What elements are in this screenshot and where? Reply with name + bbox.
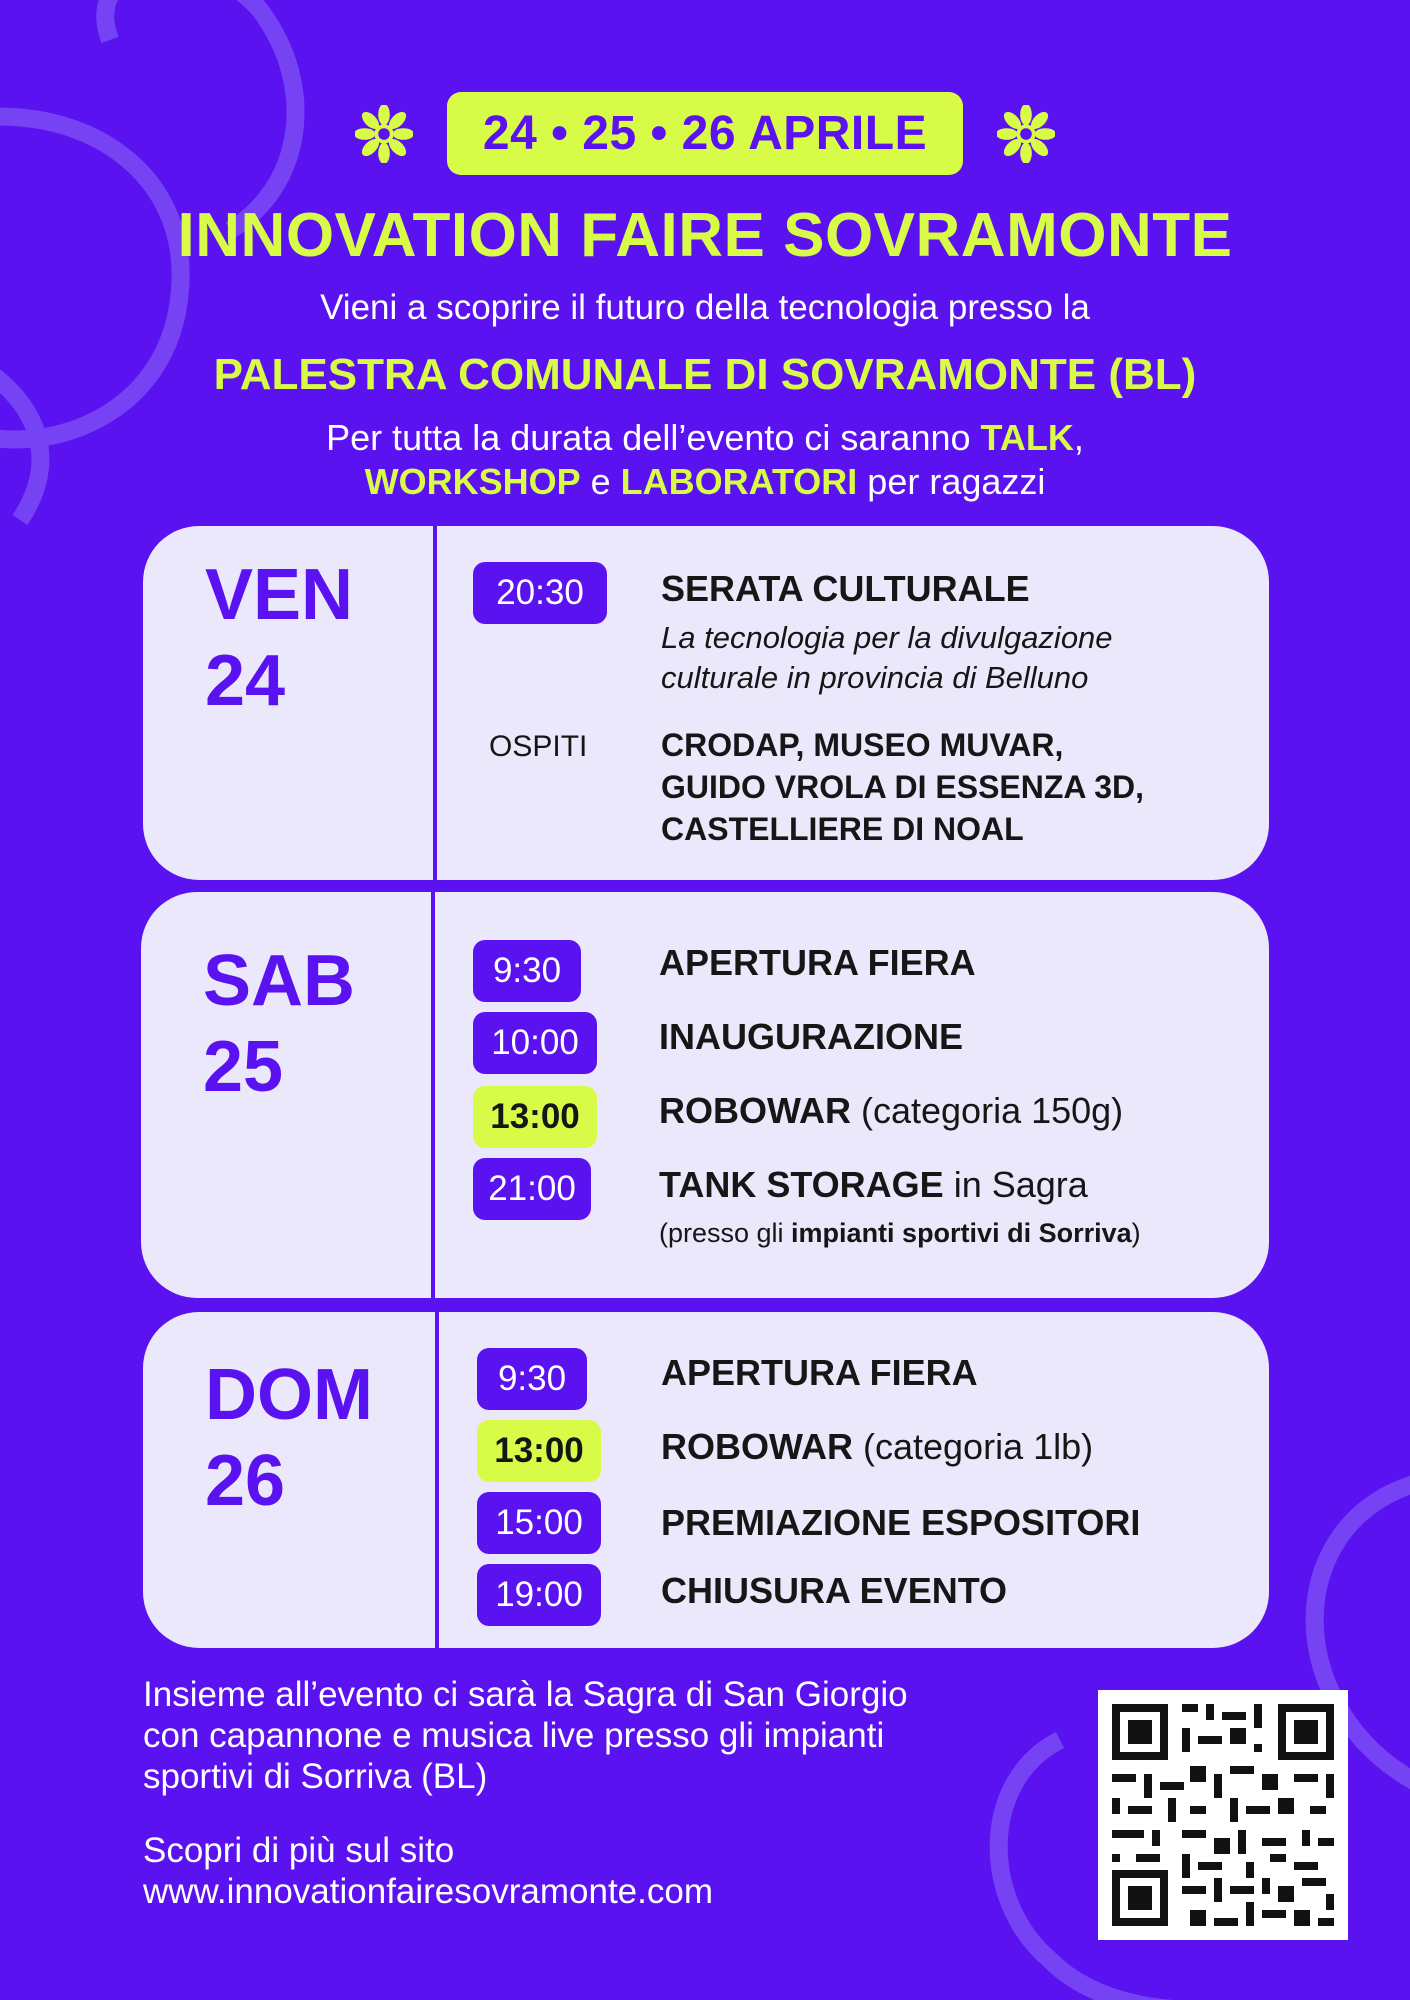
- event-name: CHIUSURA EVENTO: [661, 1570, 1008, 1611]
- date-badge: 24 • 25 • 26 APRILE: [447, 92, 963, 175]
- day-name: VEN: [205, 555, 354, 635]
- event-name: ROBOWAR: [659, 1090, 851, 1131]
- flower-icon: [355, 105, 413, 163]
- schedule-row: [477, 1492, 601, 1554]
- day-label: [203, 938, 355, 1110]
- day-label: [205, 552, 353, 724]
- event-note: [659, 1218, 1141, 1249]
- time-badge: 10:00: [473, 1012, 597, 1074]
- intro-prefix: Per tutta la durata dell’evento ci saranno: [326, 417, 981, 458]
- intro-suffix: per ragazzi: [857, 461, 1046, 502]
- schedule-row: [477, 1348, 587, 1410]
- schedule-row: [473, 1012, 597, 1074]
- time-badge: 20:30: [473, 562, 607, 624]
- day-number: 24: [205, 641, 286, 721]
- intro-comma: ,: [1073, 417, 1084, 458]
- event-description-line: culturale in provincia di Belluno: [661, 660, 1089, 695]
- event-name: APERTURA FIERA: [659, 942, 976, 983]
- event-name: APERTURA FIERA: [661, 1352, 978, 1393]
- event-description-line: La tecnologia per la divulgazione: [661, 620, 1113, 655]
- qr-code[interactable]: [1098, 1690, 1348, 1940]
- time-badge: 9:30: [473, 940, 581, 1002]
- event-title: [661, 1570, 1007, 1612]
- time-badge: 9:30: [477, 1348, 587, 1410]
- card-friday: [143, 526, 1269, 880]
- event-extra: (categoria 150g): [851, 1090, 1124, 1131]
- intro-e: e: [580, 461, 621, 502]
- guests-line: CRODAP, MUSEO MUVAR,: [661, 727, 1064, 763]
- qr-code-icon: [1098, 1690, 1348, 1940]
- time-badge: 15:00: [477, 1492, 601, 1554]
- page-title: INNOVATION FAIRE SOVRAMONTE: [177, 201, 1233, 270]
- site-label: Scopri di più sul sito: [143, 1831, 455, 1870]
- date-row: [0, 92, 1410, 175]
- card-divider: [431, 892, 435, 1298]
- event-extra: (categoria 1lb): [853, 1426, 1094, 1467]
- schedule-row: [473, 940, 581, 1002]
- intro-talk: TALK: [980, 417, 1074, 458]
- note-suffix: ): [1131, 1218, 1141, 1248]
- time-badge: 19:00: [477, 1564, 601, 1626]
- card-divider: [433, 526, 437, 880]
- card-divider: [435, 1312, 439, 1648]
- event-extra: in Sagra: [943, 1164, 1088, 1205]
- intro-workshop: WORKSHOP: [364, 461, 581, 502]
- time-badge-highlight: 13:00: [473, 1086, 597, 1148]
- day-label: [205, 1352, 373, 1524]
- day-number: 25: [203, 1027, 284, 1107]
- event-title: [661, 1502, 1140, 1544]
- guests-list: [661, 724, 1144, 850]
- footer-line: con capannone e musica live presso gli impianti: [143, 1716, 885, 1755]
- site-url[interactable]: www.innovationfairesovramonte.com: [143, 1872, 713, 1911]
- event-name: INAUGURAZIONE: [659, 1016, 963, 1057]
- guests-label: OSPITI: [489, 730, 588, 763]
- event-name: PREMIAZIONE ESPOSITORI: [661, 1502, 1141, 1543]
- event-name: TANK STORAGE: [659, 1164, 944, 1205]
- event-title: [659, 1090, 1123, 1132]
- event-name: ROBOWAR: [661, 1426, 853, 1467]
- schedule-row: [477, 1564, 601, 1626]
- guests-line: GUIDO VROLA DI ESSENZA 3D,: [661, 769, 1145, 805]
- footer-line: sportivi di Sorriva (BL): [143, 1757, 488, 1796]
- day-name: SAB: [203, 941, 356, 1021]
- event-title: [661, 1352, 978, 1394]
- event-title: SERATA CULTURALE: [661, 568, 1030, 609]
- subtitle: Vieni a scoprire il futuro della tecnologia presso la: [320, 288, 1090, 327]
- guests-line: CASTELLIERE DI NOAL: [661, 811, 1024, 847]
- event-title: [659, 1016, 963, 1058]
- schedule-row: [473, 1086, 597, 1148]
- schedule-row: [473, 1158, 591, 1220]
- time-badge-highlight: 13:00: [477, 1420, 601, 1482]
- intro-lab: LABORATORI: [620, 461, 858, 502]
- card-sunday: [143, 1312, 1269, 1648]
- flower-icon: [997, 105, 1055, 163]
- day-number: 26: [205, 1441, 286, 1521]
- footer-line: Insieme all’evento ci sarà la Sagra di San Giorgio: [143, 1675, 908, 1714]
- time-badge: 21:00: [473, 1158, 591, 1220]
- schedule-row: [473, 562, 607, 624]
- venue: PALESTRA COMUNALE DI SOVRAMONTE (BL): [213, 350, 1197, 399]
- event-title: [661, 1426, 1093, 1468]
- schedule-row: [477, 1420, 601, 1482]
- footer-description: [143, 1674, 1043, 1797]
- note-prefix: (presso gli: [659, 1218, 792, 1248]
- footer-site: [143, 1830, 713, 1912]
- intro-text: [0, 416, 1410, 504]
- event-title: [659, 1164, 1088, 1206]
- event-description: [661, 618, 1113, 698]
- day-name: DOM: [205, 1355, 373, 1435]
- event-title: [659, 942, 976, 984]
- card-saturday: [141, 892, 1269, 1298]
- note-bold: impianti sportivi di Sorriva: [791, 1218, 1132, 1248]
